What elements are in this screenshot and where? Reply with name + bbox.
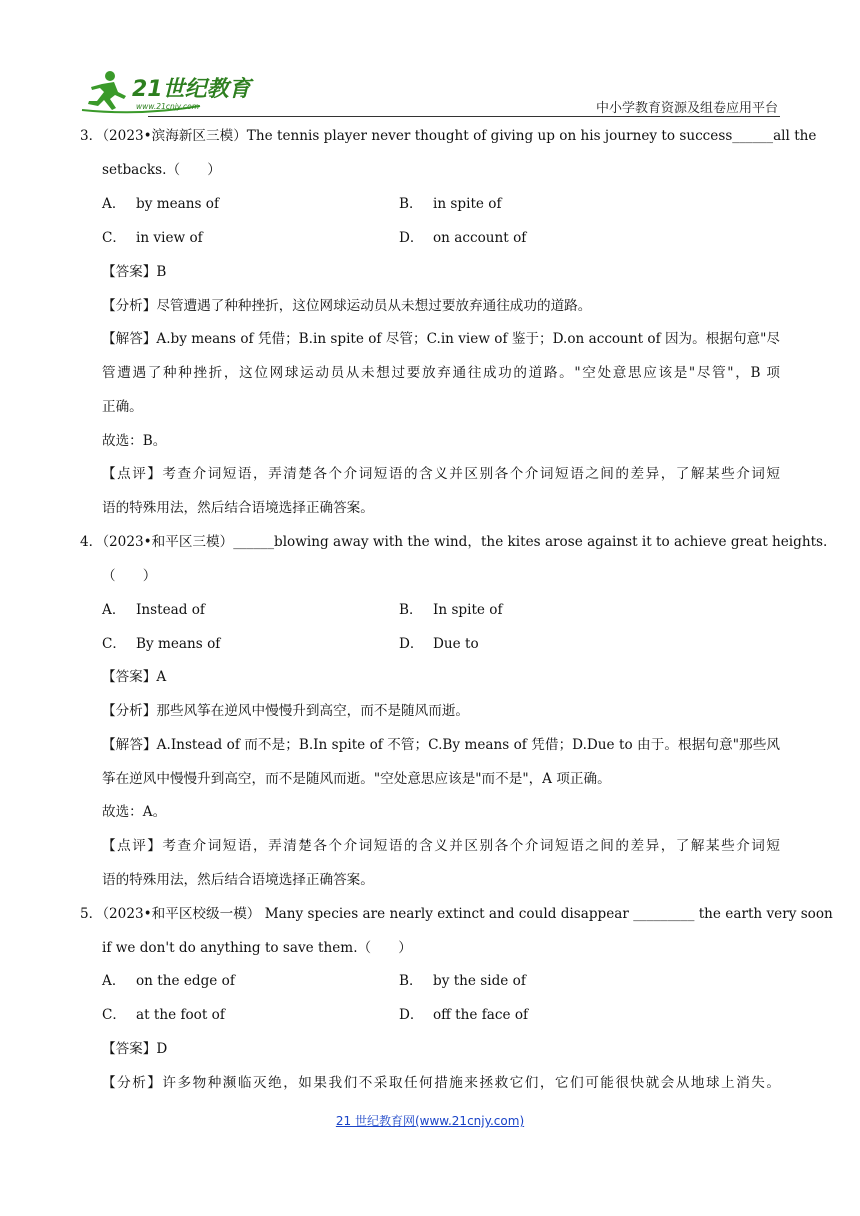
header-divider: [148, 116, 780, 117]
q3-stem-line1: 3．（2023•滨海新区三模）The tennis player never thought of giving up on his journey to success______all the: [80, 128, 817, 144]
q3-option-d: [399, 228, 526, 248]
q5-stem-line1: 5．（2023•和平区校级一模） Many species are nearly extinct and could disappear _________ the earth very soon: [80, 906, 833, 922]
q4-solution-line1: 【解答】A.Instead of 而不是；B.In spite of 不管；C.By means of 凭借；D.Due to 由于。根据句意"那些风: [102, 737, 780, 753]
option-text: in view of: [136, 230, 203, 246]
header-platform-title: 中小学教育资源及组卷应用平台: [595, 101, 778, 116]
q4-option-c: [102, 634, 220, 654]
option-letter: A．: [102, 973, 126, 989]
q3-option-c: [102, 228, 203, 248]
q3-comment-line1: 【点评】考查介词短语，弄清楚各个介词短语的含义并区别各个介词短语之间的差异，了解某些介词短: [102, 466, 780, 482]
footer-link[interactable]: 21 世纪教育网(www.21cnjy.com): [335, 1114, 525, 1128]
option-letter: C．: [102, 230, 126, 246]
option-text: in spite of: [433, 196, 502, 212]
q4-option-b: [399, 600, 503, 620]
q4-option-a: [102, 600, 205, 620]
option-text: Due to: [433, 636, 479, 652]
q5-answer: 【答案】D: [102, 1041, 168, 1057]
q5-analysis: 【分析】许多物种濒临灭绝，如果我们不采取任何措施来拯救它们，它们可能很快就会从地球上消失。: [102, 1075, 780, 1091]
q3-solution-line2: 管遭遇了种种挫折，这位网球运动员从未想过要放弃通往成功的道路。"空处意思应该是"尽管"，B 项: [102, 365, 780, 381]
option-letter: B．: [399, 602, 423, 618]
q5-option-b: [399, 971, 526, 991]
q4-solution-line2: 筝在逆风中慢慢升到高空，而不是随风而逝。"空处意思应该是"而不是"，A 项正确。: [102, 771, 611, 787]
q5-option-c: [102, 1005, 225, 1025]
q4-answer: 【答案】A: [102, 669, 167, 685]
option-letter: B．: [399, 196, 423, 212]
q3-solution-line3: 正确。: [102, 399, 143, 415]
q3-option-b: [399, 194, 502, 214]
option-text: by the side of: [433, 973, 526, 989]
option-text: on the edge of: [136, 973, 235, 989]
q4-option-d: [399, 634, 479, 654]
option-text: on account of: [433, 230, 527, 246]
option-text: off the face of: [433, 1007, 529, 1023]
option-letter: D．: [399, 636, 424, 652]
q4-choose: 故选：A。: [102, 804, 167, 820]
option-letter: C．: [102, 636, 126, 652]
q3-stem-line2: setbacks.（ ）: [102, 162, 221, 178]
option-letter: A．: [102, 196, 126, 212]
option-text: at the foot of: [136, 1007, 225, 1023]
q3-solution-line1: 【解答】A.by means of 凭借；B.in spite of 尽管；C.in view of 鉴于；D.on account of 因为。根据句意"尽: [102, 331, 780, 347]
page-header: [80, 66, 780, 118]
option-text: by means of: [136, 196, 220, 212]
option-text: In spite of: [433, 602, 503, 618]
option-letter: A．: [102, 602, 126, 618]
page-footer: [0, 1112, 860, 1129]
option-text: By means of: [136, 636, 221, 652]
q3-analysis: 【分析】尽管遭遇了种种挫折，这位网球运动员从未想过要放弃通往成功的道路。: [102, 298, 592, 314]
option-letter: C．: [102, 1007, 126, 1023]
q4-stem-line2: （ ）: [102, 568, 157, 584]
option-letter: B．: [399, 973, 423, 989]
logo-text: 21世纪教育: [132, 77, 251, 102]
q4-stem-line1: 4．（2023•和平区三模）______blowing away with the wind，the kites arose against it to achieve great heights.: [80, 534, 828, 550]
logo-url: www.21cnjy.com: [136, 102, 200, 111]
q3-comment-line2: 语的特殊用法，然后结合语境选择正确答案。: [102, 500, 374, 516]
q4-analysis: 【分析】那些风筝在逆风中慢慢升到高空，而不是随风而逝。: [102, 703, 470, 719]
q5-stem-line2: if we don't do anything to save them.（ ）: [102, 940, 412, 956]
option-letter: D．: [399, 1007, 424, 1023]
option-letter: D．: [399, 230, 424, 246]
logo-21cnjy: [80, 66, 260, 116]
q3-choose: 故选：B。: [102, 433, 167, 449]
q5-option-d: [399, 1005, 528, 1025]
q4-comment-line2: 语的特殊用法，然后结合语境选择正确答案。: [102, 872, 374, 888]
q5-option-a: [102, 971, 235, 991]
q4-comment-line1: 【点评】考查介词短语，弄清楚各个介词短语的含义并区别各个介词短语之间的差异，了解某些介词短: [102, 838, 780, 854]
q3-answer: 【答案】B: [102, 264, 167, 280]
q3-option-a: [102, 194, 219, 214]
option-text: Instead of: [136, 602, 205, 618]
